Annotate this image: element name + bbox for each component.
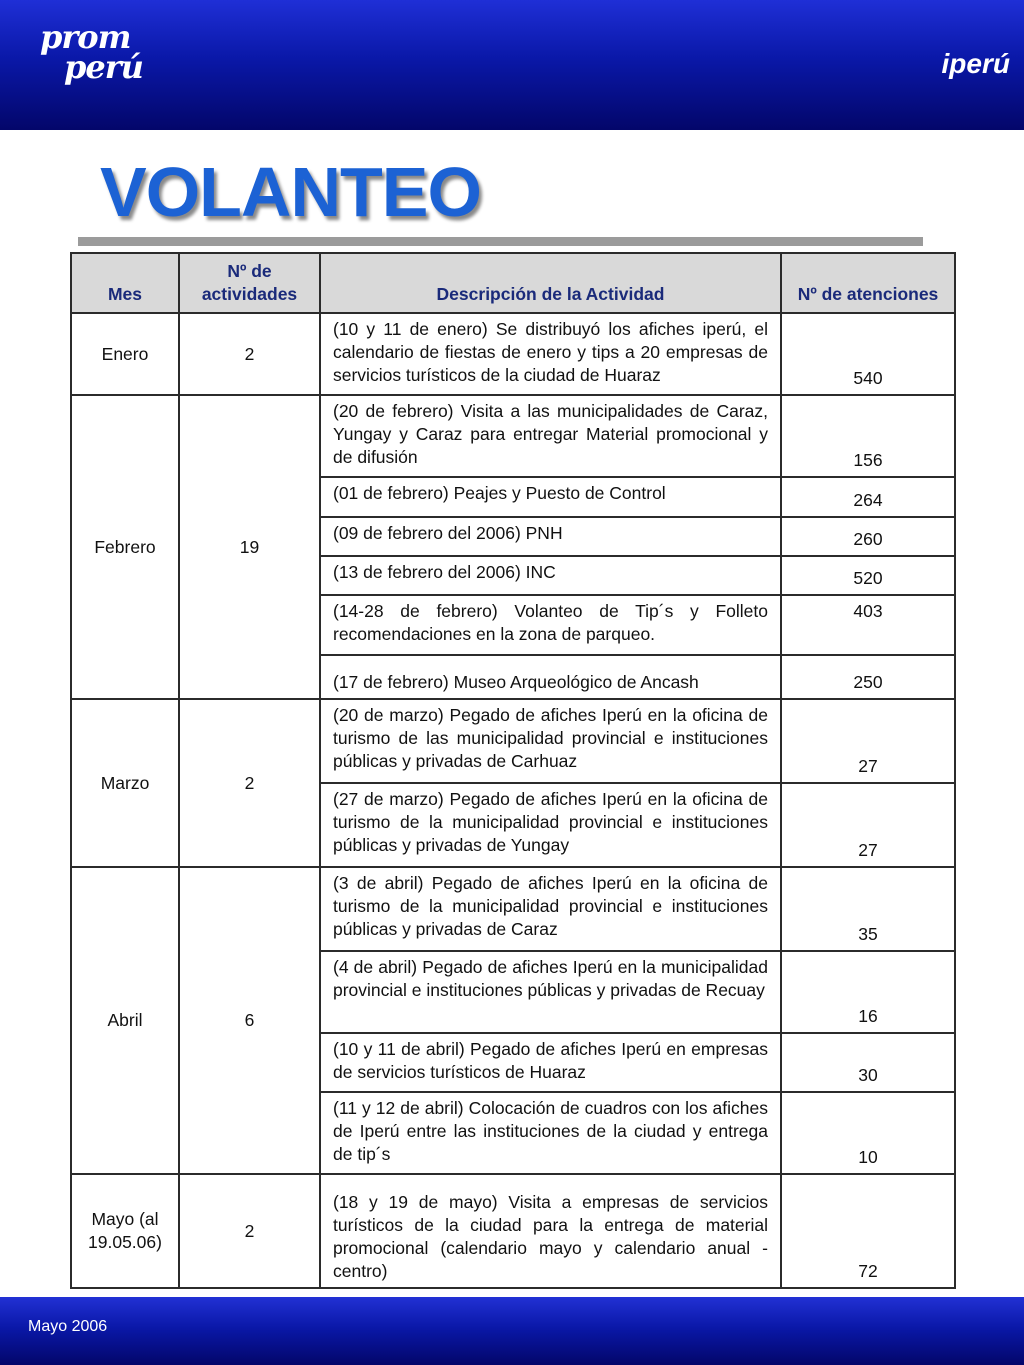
- description-cell: (4 de abril) Pegado de afiches Iperú en la municipalidad provincial e instituciones públicas y privadas de Recuay: [320, 951, 781, 1033]
- attendance-cell: 16: [781, 951, 955, 1033]
- table-row: [71, 395, 955, 477]
- month-cell: Mayo (al 19.05.06): [71, 1174, 179, 1288]
- attendance-cell: 72: [781, 1174, 955, 1288]
- title-divider: [78, 237, 923, 246]
- logo-line-1: prom: [40, 18, 131, 56]
- header-num-actividades: Nº de actividades: [179, 253, 320, 313]
- description-cell: (09 de febrero del 2006) PNH: [320, 517, 781, 556]
- description-cell: (20 de marzo) Pegado de afiches Iperú en la oficina de turismo de las municipalidad provincial e instituciones públicas y privadas de Carhuaz: [320, 699, 781, 783]
- attendance-cell: 10: [781, 1092, 955, 1174]
- table-row: [71, 1174, 955, 1288]
- header-num-atenciones: Nº de atenciones: [781, 253, 955, 313]
- attendance-cell: 27: [781, 699, 955, 783]
- iperu-brand: iperú: [941, 48, 1010, 79]
- header-mes: Mes: [71, 253, 179, 313]
- attendance-cell: 520: [781, 556, 955, 595]
- description-cell: (10 y 11 de enero) Se distribuyó los afiches iperú, el calendario de fiestas de enero y tips a 20 empresas de servicios turísticos de la ciudad de Huaraz: [320, 313, 781, 395]
- month-cell: Febrero: [71, 395, 179, 699]
- table-row: [71, 699, 955, 783]
- attendance-cell: 35: [781, 867, 955, 951]
- description-cell: (27 de marzo) Pegado de afiches Iperú en la oficina de turismo de la municipalidad provincial e instituciones públicas y privadas de Yungay: [320, 783, 781, 867]
- table-header-row: [71, 253, 955, 313]
- description-cell: (11 y 12 de abril) Colocación de cuadros con los afiches de Iperú entre las instituciones de la ciudad y entrega de tip´s: [320, 1092, 781, 1174]
- header-bar: [0, 0, 1024, 130]
- attendance-cell: 264: [781, 477, 955, 517]
- description-cell: (13 de febrero del 2006) INC: [320, 556, 781, 595]
- description-cell: (20 de febrero) Visita a las municipalidades de Caraz, Yungay y Caraz para entregar Material promocional y de difusión: [320, 395, 781, 477]
- attendance-cell: 27: [781, 783, 955, 867]
- activity-count-cell: 2: [179, 313, 320, 395]
- month-cell: Marzo: [71, 699, 179, 867]
- attendance-cell: 30: [781, 1033, 955, 1092]
- footer-bar: [0, 1297, 1024, 1365]
- activity-count-cell: 19: [179, 395, 320, 699]
- activity-count-cell: 2: [179, 1174, 320, 1288]
- description-cell: (14-28 de febrero) Volanteo de Tip´s y Folleto recomendaciones en la zona de parqueo.: [320, 595, 781, 655]
- description-cell: (18 y 19 de mayo) Visita a empresas de servicios turísticos de la ciudad para la entrega de material promocional (calendario mayo y calendario anual - centro): [320, 1174, 781, 1288]
- month-cell: Abril: [71, 867, 179, 1174]
- promperu-logo: [40, 18, 143, 86]
- table-row: [71, 867, 955, 951]
- header-descripcion: Descripción de la Actividad: [320, 253, 781, 313]
- description-cell: (17 de febrero) Museo Arqueológico de Ancash: [320, 655, 781, 699]
- activity-count-cell: 2: [179, 699, 320, 867]
- attendance-cell: 156: [781, 395, 955, 477]
- description-cell: (10 y 11 de abril) Pegado de afiches Iperú en empresas de servicios turísticos de Huaraz: [320, 1033, 781, 1092]
- attendance-cell: 250: [781, 655, 955, 699]
- page-title: VOLANTEO: [100, 153, 481, 231]
- attendance-cell: 260: [781, 517, 955, 556]
- footer-date: Mayo 2006: [28, 1318, 108, 1335]
- description-cell: (01 de febrero) Peajes y Puesto de Control: [320, 477, 781, 517]
- activity-count-cell: 6: [179, 867, 320, 1174]
- attendance-cell: 540: [781, 313, 955, 395]
- activities-table: [70, 252, 956, 1289]
- logo-line-2: perú: [64, 48, 143, 86]
- month-cell: Enero: [71, 313, 179, 395]
- attendance-cell: 403: [781, 595, 955, 655]
- table-row: [71, 313, 955, 395]
- description-cell: (3 de abril) Pegado de afiches Iperú en la oficina de turismo de la municipalidad provincial e instituciones públicas y privadas de Caraz: [320, 867, 781, 951]
